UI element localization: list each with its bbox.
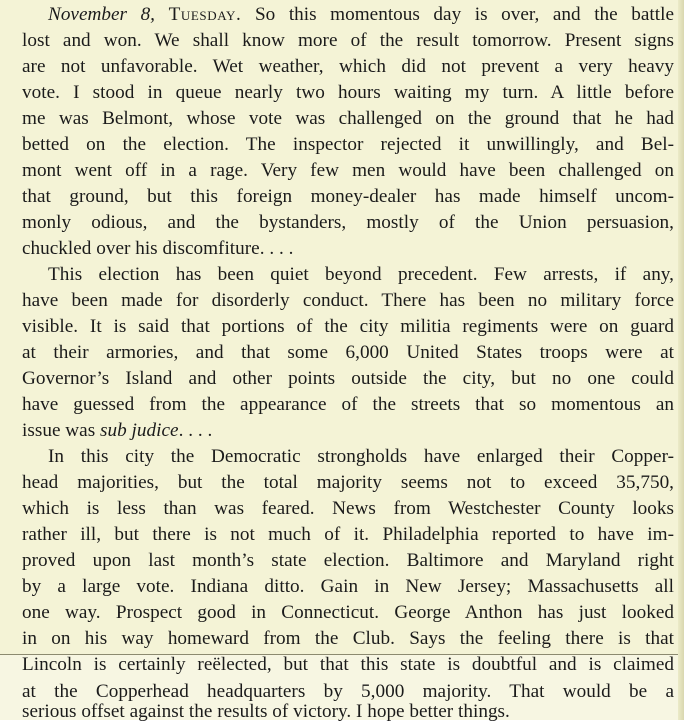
text-line: chuckled over his discomfiture. . . . [22, 238, 294, 259]
text-line: head majorities, but the total majority seems not to exceed 35,750, [22, 472, 674, 493]
text-line: lost and won. We shall know more of the result tomorrow. Present signs [22, 30, 674, 51]
text-line: are not unfavorable. Wet weather, which did not prevent a very heavy [22, 56, 674, 77]
text-line: visible. It is said that portions of the city militia regiments were on guard [22, 316, 674, 337]
text-line: have guessed from the appearance of the streets that so momentous an [22, 394, 674, 415]
italic-phrase: sub judice [100, 420, 179, 441]
text-line: So this momentous day is over, and the battle [241, 4, 674, 25]
text-line: one way. Prospect good in Connecticut. George Anthon has just looked [22, 602, 674, 623]
entry-day: Tuesday. [168, 4, 242, 25]
text-line: mont went off in a rage. Very few men would have been challenged on [22, 160, 674, 181]
text-line [22, 418, 674, 444]
ellipsis: . . . . [178, 420, 213, 441]
text-line-start: issue was [22, 420, 101, 441]
clipping-edge [678, 0, 684, 720]
text-line: me was Belmont, whose vote was challenged on the ground that he had [22, 108, 674, 129]
text-line: in on his way homeward from the Club. Says the feeling there is that [22, 628, 674, 649]
text-line: In this city the Democratic strongholds have enlarged their Copper- [48, 446, 674, 467]
text-line: which is less than was feared. News from Westchester County looks [22, 498, 674, 519]
text-line: monly odious, and the bystanders, mostly of the Union persuasion, [22, 212, 674, 233]
text-line: at the Copperhead headquarters by 5,000 majority. That would be a [22, 681, 674, 702]
dateline-line [48, 2, 674, 28]
text-line: serious offset against the results of victory. I hope better things. [22, 701, 510, 722]
text-line: rather ill, but there is not much of it. Philadelphia reported to have im- [22, 524, 674, 545]
text-line: Governor’s Island and other points outside the city, but no one could [22, 368, 674, 389]
text-line: vote. I stood in queue nearly two hours waiting my turn. A little before [22, 82, 674, 103]
text-line: This election has been quiet beyond precedent. Few arrests, if any, [48, 264, 674, 285]
text-line: Lincoln is certainly reëlected, but that this state is doubtful and is claimed [22, 654, 674, 675]
text-line: betted on the election. The inspector rejected it unwillingly, and Bel- [22, 134, 674, 155]
entry-date: November 8, [48, 4, 155, 25]
text-line: that ground, but this foreign money-dealer has made himself uncom- [22, 186, 674, 207]
text-line: have been made for disorderly conduct. There has been no military force [22, 290, 674, 311]
text-line: proved upon last month’s state election. Baltimore and Maryland right [22, 550, 674, 571]
text-line: by a large vote. Indiana ditto. Gain in New Jersey; Massachusetts all [22, 576, 674, 597]
text-line: at their armories, and that some 6,000 United States troops were at [22, 342, 674, 363]
